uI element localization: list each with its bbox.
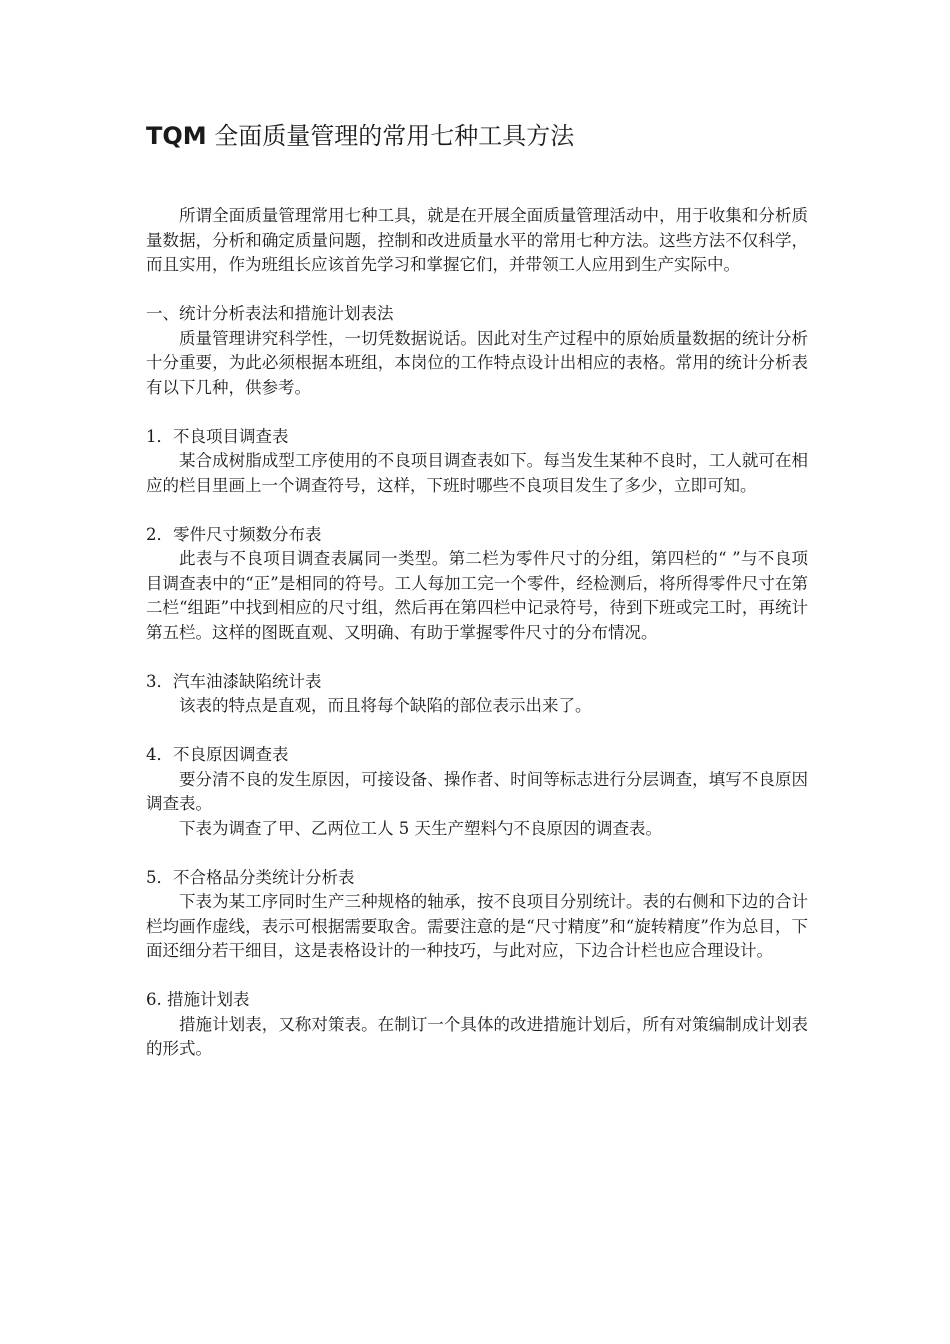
title-text: 全面质量管理的常用七种工具方法: [206, 122, 575, 150]
document-title: [146, 118, 808, 154]
title-prefix: TQM: [146, 122, 207, 150]
section-heading-1: 一、统计分析表法和措施计划表法: [146, 304, 394, 323]
item-paragraph-2: 此表与不良项目调查表属同一类型。第二栏为零件尺寸的分组，第四栏的“ ”与不良项目调查表中的“正”是相同的符号。工人每加工完一个零件，经检测后，将所得零件尺寸在第二栏“组距”中找到相应的尺寸组，然后再在第四栏中记录符号，待到下班或完工时，再统计第五栏。这样的图既直观、又明确、有助于掌握零件尺寸的分布情况。: [146, 549, 808, 642]
document-page: [146, 118, 808, 1062]
item-heading-1: 1．不良项目调查表: [146, 426, 289, 446]
item-paragraph-4: 要分清不良的发生原因，可接设备、操作者、时间等标志进行分层调查，填写不良原因调查表。: [146, 769, 808, 813]
section-paragraph-1: 质量管理讲究科学性，一切凭数据说话。因此对生产过程中的原始质量数据的统计分析十分重要，为此必须根据本班组，本岗位的工作特点设计出相应的表格。常用的统计分析表有以下几种，供参考。: [146, 328, 808, 397]
item-paragraph-1: 某合成树脂成型工序使用的不良项目调查表如下。每当发生某种不良时，工人就可在相应的栏目里画上一个调查符号，这样，下班时哪些不良项目发生了多少，立即可知。: [146, 451, 808, 495]
item-paragraph-4b: 下表为调查了甲、乙两位工人 5 天生产塑料勺不良原因的调查表。: [179, 818, 662, 838]
item-heading-5: 5．不合格品分类统计分析表: [146, 867, 355, 887]
item-heading-2: 2．零件尺寸频数分布表: [146, 524, 322, 544]
item-heading-3: 3．汽车油漆缺陷统计表: [146, 671, 322, 691]
item-paragraph-5: 下表为某工序同时生产三种规格的轴承，按不良项目分别统计。表的右侧和下边的合计栏均画作虚线，表示可根据需要取舍。需要注意的是“尺寸精度”和“旋转精度”作为总目，下面还细分若干细目，这是表格设计的一种技巧，与此对应，下边合计栏也应合理设计。: [146, 892, 808, 960]
item-paragraph-6: 措施计划表，又称对策表。在制订一个具体的改进措施计划后，所有对策编制成计划表的形式。: [146, 1014, 808, 1058]
item-heading-6: 6. 措施计划表: [146, 990, 250, 1009]
intro-paragraph: 所谓全面质量管理常用七种工具，就是在开展全面质量管理活动中，用于收集和分析质量数据，分析和确定质量问题，控制和改进质量水平的常用七种方法。这些方法不仅科学，而且实用，作为班组长应该首先学习和掌握它们，并带领工人应用到生产实际中。: [146, 206, 808, 274]
item-paragraph-3: 该表的特点是直观，而且将每个缺陷的部位表示出来了。: [179, 696, 592, 715]
item-heading-4: 4．不良原因调查表: [146, 745, 289, 764]
